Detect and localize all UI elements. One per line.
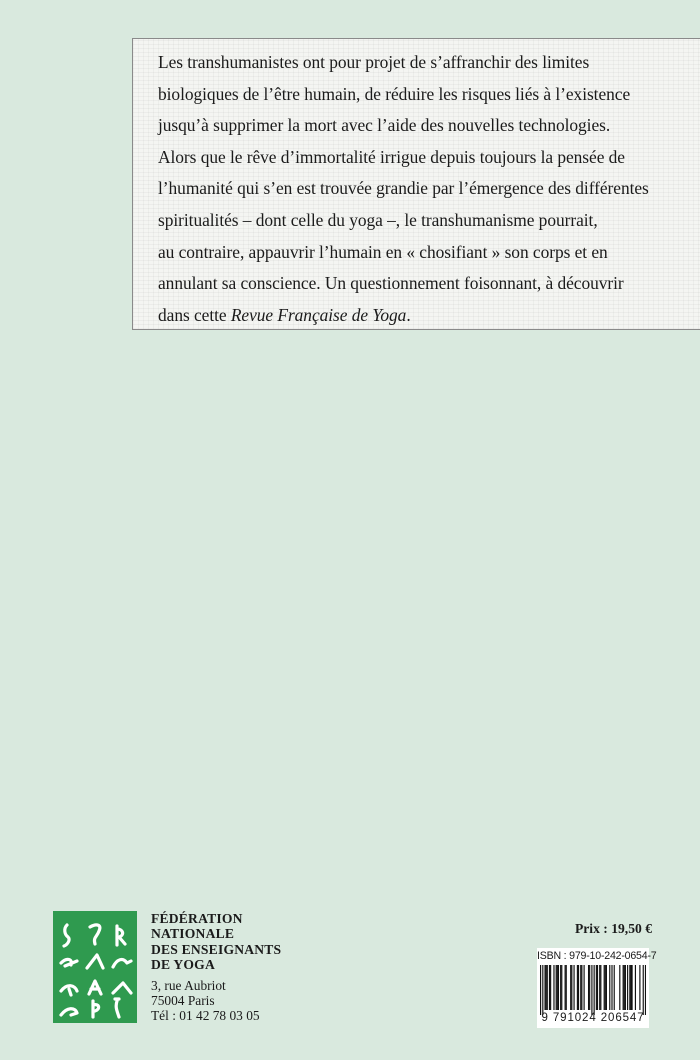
barcode-bar <box>580 965 581 1010</box>
barcode-bar <box>542 965 543 1015</box>
barcode-bar <box>604 965 605 1010</box>
barcode-bar <box>624 965 625 1010</box>
address-phone: Tél : 01 42 78 03 05 <box>151 1008 260 1024</box>
blurb-line: Alors que le rêve d’immortalité irrigue depuis toujours la pensée de <box>158 146 625 167</box>
publisher-name-line: FÉDÉRATION <box>151 911 243 926</box>
barcode-bar <box>630 965 631 1010</box>
yoga-poses-logo-icon <box>53 911 137 1023</box>
blurb-line: biologiques de l’être humain, de réduire les risques liés à l’existence <box>158 83 631 104</box>
barcode-bar <box>645 965 646 1015</box>
blurb-line: au contraire, appauvrir l’humain en « chosifiant » son corps et en <box>158 241 608 262</box>
barcode-bar <box>597 965 598 1010</box>
barcode-bar <box>573 965 574 1010</box>
barcode-bar <box>584 965 585 1010</box>
publisher-name-line: NATIONALE <box>151 926 235 942</box>
barcode-bar <box>591 965 592 1015</box>
barcode-bar <box>558 965 559 1010</box>
barcode-bar <box>577 965 578 1010</box>
barcode-bar <box>588 965 589 1010</box>
barcode-bar <box>600 965 601 1010</box>
barcode-bar <box>544 965 545 1010</box>
barcode-bar <box>571 965 572 1010</box>
barcode-bar <box>619 965 620 1010</box>
isbn-barcode-box <box>537 948 657 1028</box>
barcode-bar <box>581 965 582 1010</box>
barcode-bar <box>578 965 579 1010</box>
blurb-line: annulant sa conscience. Un questionnement foisonnant, à découvrir <box>158 273 624 294</box>
barcode-bar <box>639 965 640 1010</box>
blurb-last-suffix: . <box>406 304 411 325</box>
blurb-last-prefix: dans cette <box>158 304 231 325</box>
blurb-line: Les transhumanistes ont pour projet de s’affranchir des limites <box>158 52 590 72</box>
barcode-bar <box>627 965 628 1010</box>
barcode-bar <box>599 965 600 1010</box>
barcode-bar <box>553 965 554 1010</box>
isbn-label: ISBN : 979-10-242-0654-7 <box>537 950 657 962</box>
barcode-bar <box>549 965 550 1010</box>
blurb-line: jusqu’à supprimer la mort avec l’aide des nouvelles technologies. <box>158 115 611 136</box>
publisher-block <box>151 911 351 1024</box>
barcode-bar <box>596 965 597 1010</box>
barcode-bar <box>594 965 595 1015</box>
barcode-bar <box>635 965 636 1010</box>
barcode-bar <box>631 965 632 1010</box>
blurb-line: spiritualités – dont celle du yoga –, le transhumanisme pourrait, <box>158 209 598 230</box>
publisher-address <box>151 978 351 1024</box>
barcode-bar <box>540 965 541 1015</box>
barcode-bar <box>570 965 571 1010</box>
barcode-bar <box>605 965 606 1010</box>
barcode-bar <box>625 965 626 1010</box>
address-street: 3, rue Aubriot <box>151 977 226 993</box>
barcode-bar <box>547 965 548 1010</box>
blurb-last-line <box>158 300 678 332</box>
barcode-bar <box>546 965 547 1010</box>
magazine-title: Revue Française de Yoga <box>230 304 407 325</box>
barcode-bar <box>565 965 566 1010</box>
barcode-bar <box>589 965 590 1010</box>
barcode-bar <box>609 965 610 1010</box>
price-label: Prix : 19,50 € <box>574 921 652 936</box>
barcode-bar <box>606 965 607 1010</box>
barcode-bar <box>561 965 562 1010</box>
barcode-bar <box>556 965 557 1010</box>
barcode-bar <box>611 965 612 1010</box>
blurb-panel <box>132 38 700 330</box>
blurb-line: l’humanité qui s’en est trouvée grandie par l’émergence des différentes <box>158 178 649 199</box>
barcode-bar <box>560 965 561 1010</box>
barcode-icon <box>540 965 646 1015</box>
publisher-name-line: DES ENSEIGNANTS <box>151 941 282 957</box>
barcode-digits: 9 791024 206547 <box>541 1012 645 1024</box>
address-city: 75004 Paris <box>151 993 215 1009</box>
barcode-bar <box>550 965 551 1010</box>
barcode-bar <box>566 965 567 1010</box>
barcode-bar <box>629 965 630 1010</box>
barcode-bar <box>643 965 644 1015</box>
barcode-bar <box>623 965 624 1010</box>
barcode-bar <box>614 965 615 1010</box>
publisher-name-line: DE YOGA <box>151 957 215 973</box>
barcode-bar <box>557 965 558 1010</box>
